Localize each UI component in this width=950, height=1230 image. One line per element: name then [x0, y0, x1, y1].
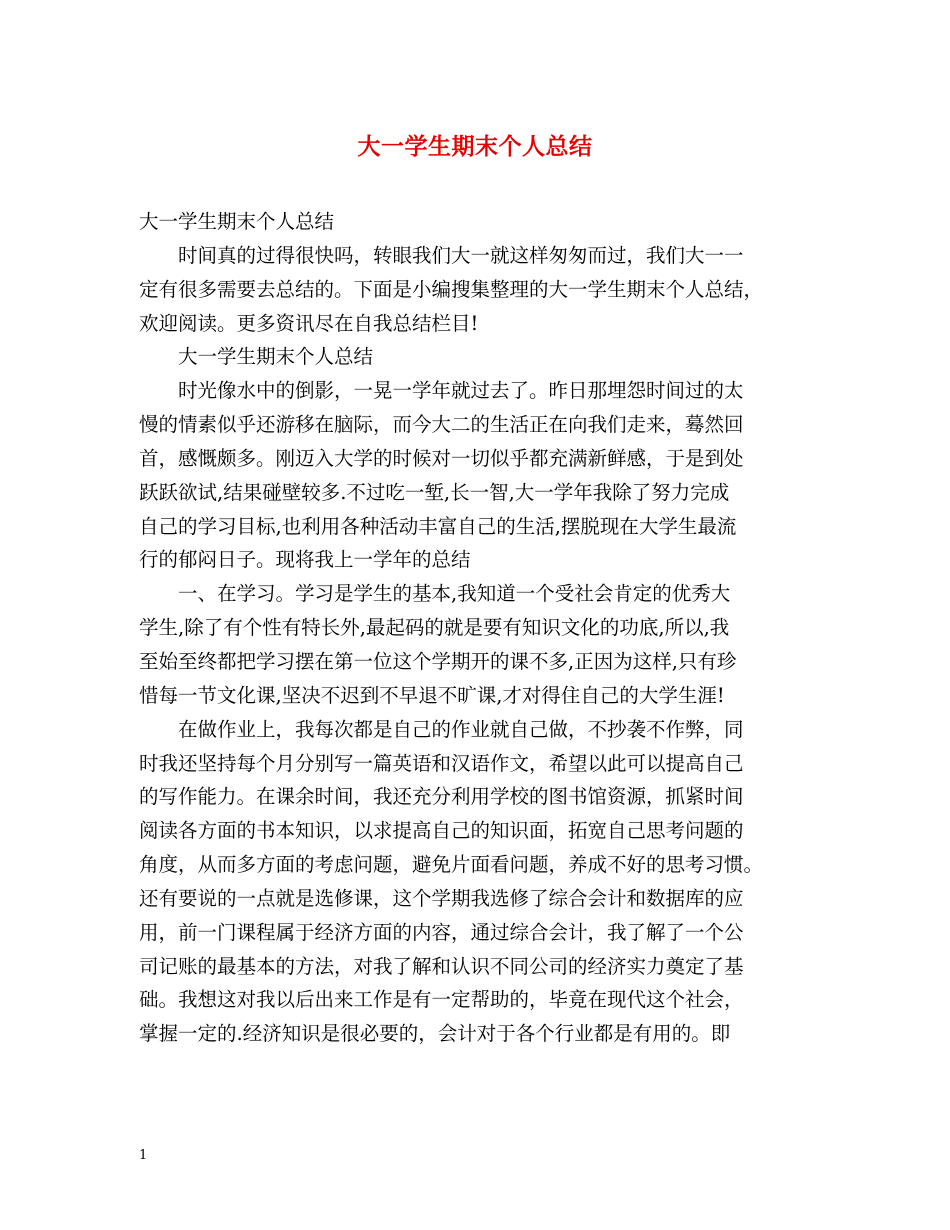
text-line: 掌握一定的.经济知识是很必要的，会计对于各个行业都是有用的。即 — [139, 1022, 731, 1046]
text-line: 一、在学习。学习是学生的基本,我知道一个受社会肯定的优秀大 — [139, 582, 731, 606]
page-title: 大一学生期末个人总结 — [357, 133, 593, 160]
text-line: 时我还坚持每个月分别写一篇英语和汉语作文，希望以此可以提高自己 — [139, 751, 744, 775]
text-line: 用，前一门课程属于经济方面的内容，通过综合会计，我了解了一个公 — [139, 920, 744, 944]
text-line: 学生,除了有个性有特长外,最起码的就是要有知识文化的功底,所以,我 — [139, 616, 730, 640]
text-line: 础。我想这对我以后出来工作是有一定帮助的，毕竟在现代这个社会， — [139, 988, 744, 1012]
text-line: 首，感慨颇多。刚迈入大学的时候对一切似乎都充满新鲜感，于是到处 — [139, 446, 744, 470]
text-line: 还有要说的一点就是选修课，这个学期我选修了综合会计和数据库的应 — [139, 886, 744, 910]
text-line: 定有很多需要去总结的。下面是小编搜集整理的大一学生期末个人总结， — [139, 277, 764, 301]
text-line: 在做作业上，我每次都是自己的作业就自己做，不抄袭不作弊，同 — [139, 717, 744, 741]
text-line: 惜每一节文化课,坚决不迟到不早退不旷课,才对得住自己的大学生涯! — [139, 683, 725, 707]
text-line: 大一学生期末个人总结 — [139, 345, 374, 369]
text-line: 慢的情素似乎还游移在脑际，而今大二的生活正在向我们走来，蓦然回 — [139, 413, 744, 437]
page-number: 1 — [139, 1148, 148, 1163]
text-line: 大一学生期末个人总结 — [139, 210, 335, 233]
text-line: 阅读各方面的书本知识，以求提高自己的知识面，拓宽自己思考问题的 — [139, 819, 744, 843]
text-line: 行的郁闷日子。现将我上一学年的总结 — [139, 548, 471, 572]
text-line: 欢迎阅读。更多资讯尽在自我总结栏目! — [139, 311, 479, 335]
text-line: 角度，从而多方面的考虑问题，避免片面看问题，养成不好的思考习惯。 — [139, 853, 764, 877]
text-line: 至始至终都把学习摆在第一位这个学期开的课不多,正因为这样,只有珍 — [139, 649, 737, 673]
text-line: 时间真的过得很快吗，转眼我们大一就这样匆匆而过，我们大一一 — [139, 243, 744, 267]
text-line: 的写作能力。在课余时间，我还充分利用学校的图书馆资源，抓紧时间 — [139, 785, 744, 809]
text-line: 自己的学习目标,也利用各种活动丰富自己的生活,摆脱现在大学生最流 — [139, 514, 737, 538]
text-line: 跃跃欲试,结果碰壁较多.不过吃一堑,长一智,大一学年我除了努力完成 — [139, 480, 730, 504]
text-line: 时光像水中的倒影，一晃一学年就过去了。昨日那埋怨时间过的太 — [139, 379, 744, 403]
text-line: 司记账的最基本的方法，对我了解和认识不同公司的经济实力奠定了基 — [139, 954, 744, 978]
document-body — [139, 205, 817, 1051]
